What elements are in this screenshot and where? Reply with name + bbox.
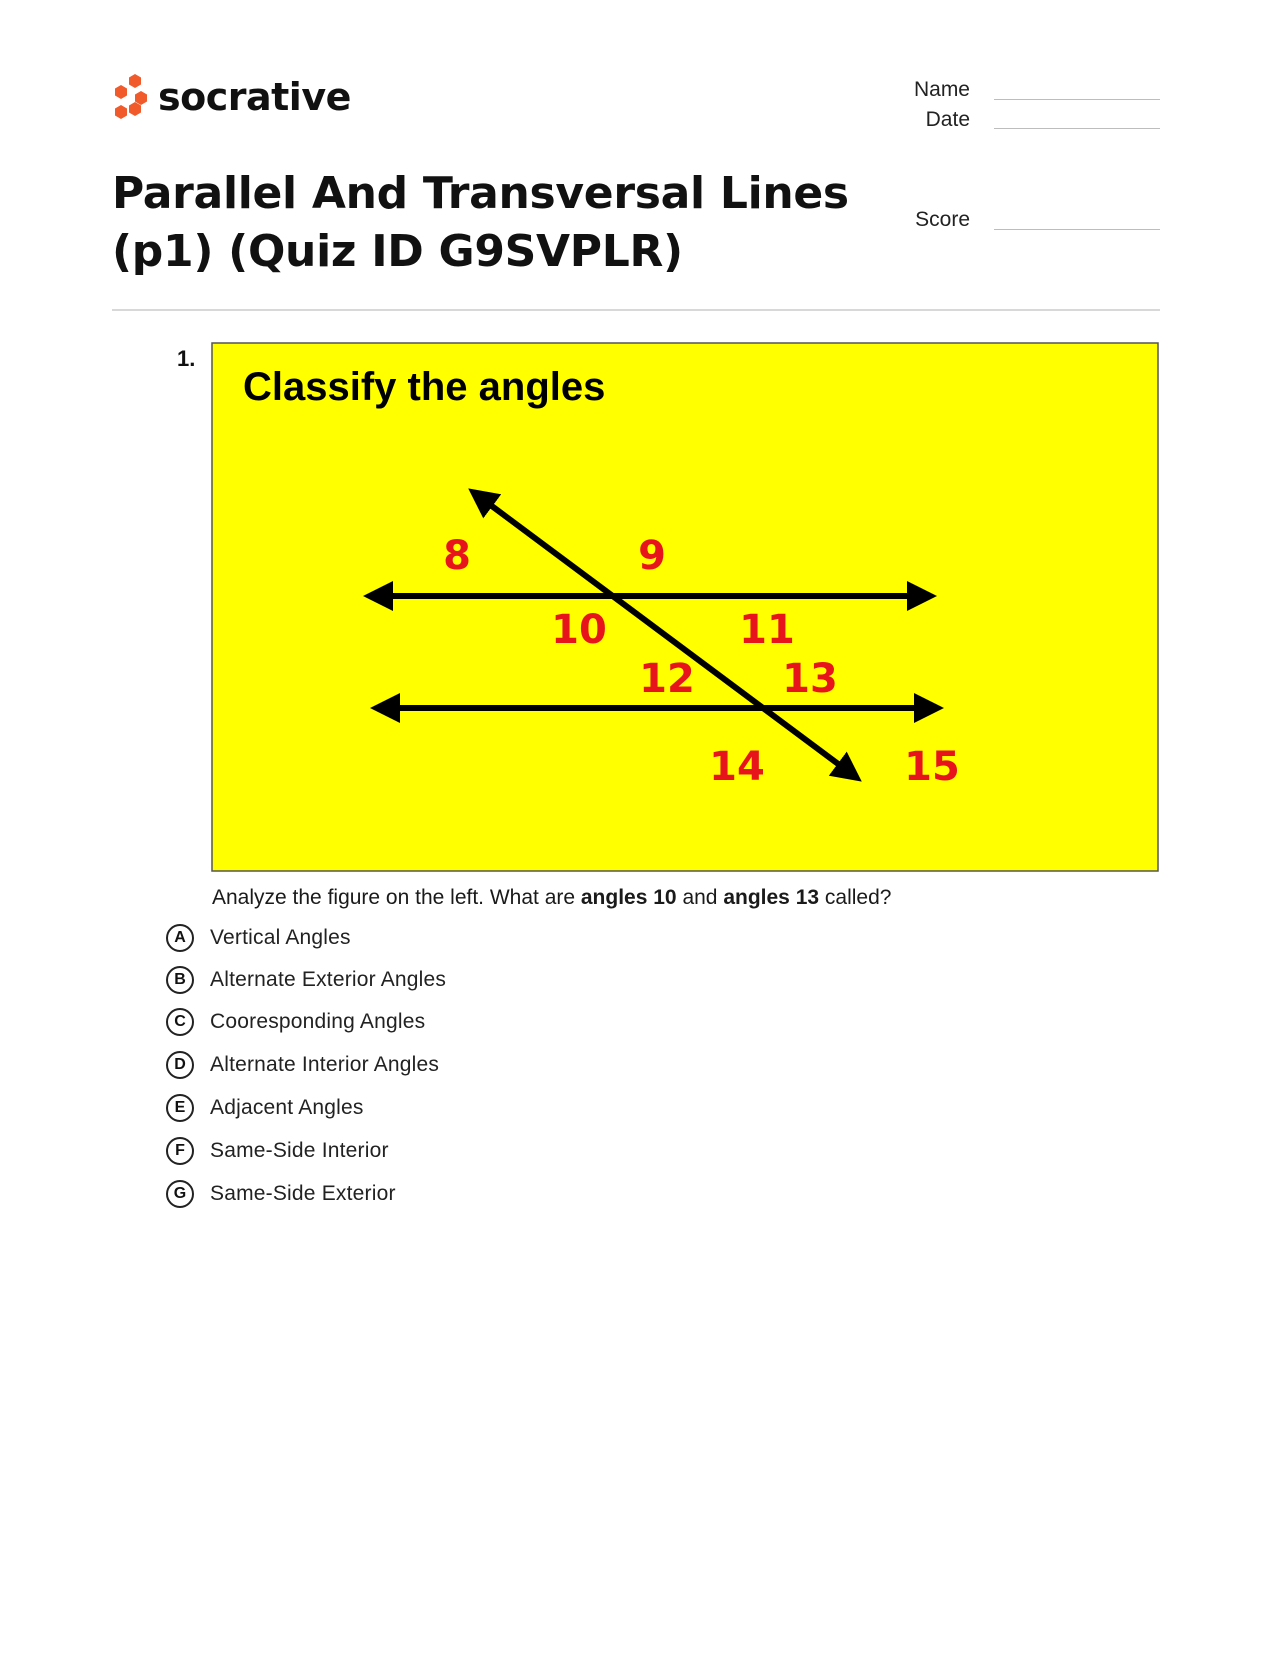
date-label: Date [925,108,970,131]
option-text: Cooresponding Angles [210,1010,426,1033]
score-line[interactable] [994,229,1160,230]
score-label: Score [915,208,970,231]
answer-option-d[interactable] [166,1048,439,1082]
angle-label-11: 11 [739,607,795,653]
socrative-logo-icon [110,72,152,122]
option-letter-circle[interactable]: B [166,966,194,994]
answer-option-g[interactable] [166,1177,396,1211]
angle-label-9: 9 [638,533,666,579]
figure-heading: Classify the angles [243,365,606,409]
name-label: Name [913,78,970,101]
answer-option-e[interactable] [166,1091,364,1125]
socrative-logo [110,72,351,122]
option-letter-circle[interactable]: C [166,1008,194,1036]
option-letter-circle[interactable]: A [166,924,194,952]
answer-option-a[interactable] [166,921,351,955]
option-letter-circle[interactable]: D [166,1051,194,1079]
prompt-bold-angles-13: angles 13 [723,886,820,909]
quiz-title: Parallel And Transversal Lines (p1) (Quiz ID G9SVPLR) [112,168,849,277]
brand-name: socrative [158,75,351,119]
prompt-text-start: Analyze the figure on the left. What are [212,886,581,909]
date-line[interactable] [994,128,1160,129]
angle-label-10: 10 [551,607,607,653]
option-letter-circle[interactable]: E [166,1094,194,1122]
angle-label-13: 13 [782,656,838,702]
answer-option-f[interactable] [166,1134,389,1168]
option-letter-circle[interactable]: F [166,1137,194,1165]
header-divider [112,309,1160,311]
option-text: Vertical Angles [210,926,351,949]
prompt-text-end: called? [819,886,892,909]
name-line[interactable] [994,99,1160,100]
option-text: Adjacent Angles [210,1096,364,1119]
option-text: Alternate Exterior Angles [210,968,447,991]
angle-label-15: 15 [904,744,960,790]
option-letter-circle[interactable]: G [166,1180,194,1208]
question-number: 1. [177,346,196,371]
answer-option-b[interactable] [166,963,446,997]
prompt-text-mid: and [676,886,724,909]
option-text: Alternate Interior Angles [210,1053,440,1076]
angle-label-12: 12 [639,656,695,702]
angle-label-14: 14 [709,744,765,790]
answer-option-c[interactable] [166,1005,425,1039]
question-figure [211,342,1159,872]
option-text: Same-Side Exterior [210,1182,396,1205]
figure-background [212,343,1158,871]
angle-label-8: 8 [443,533,471,579]
question-prompt [212,886,891,910]
prompt-bold-angles-10: angles 10 [580,886,677,909]
option-text: Same-Side Interior [210,1139,389,1162]
